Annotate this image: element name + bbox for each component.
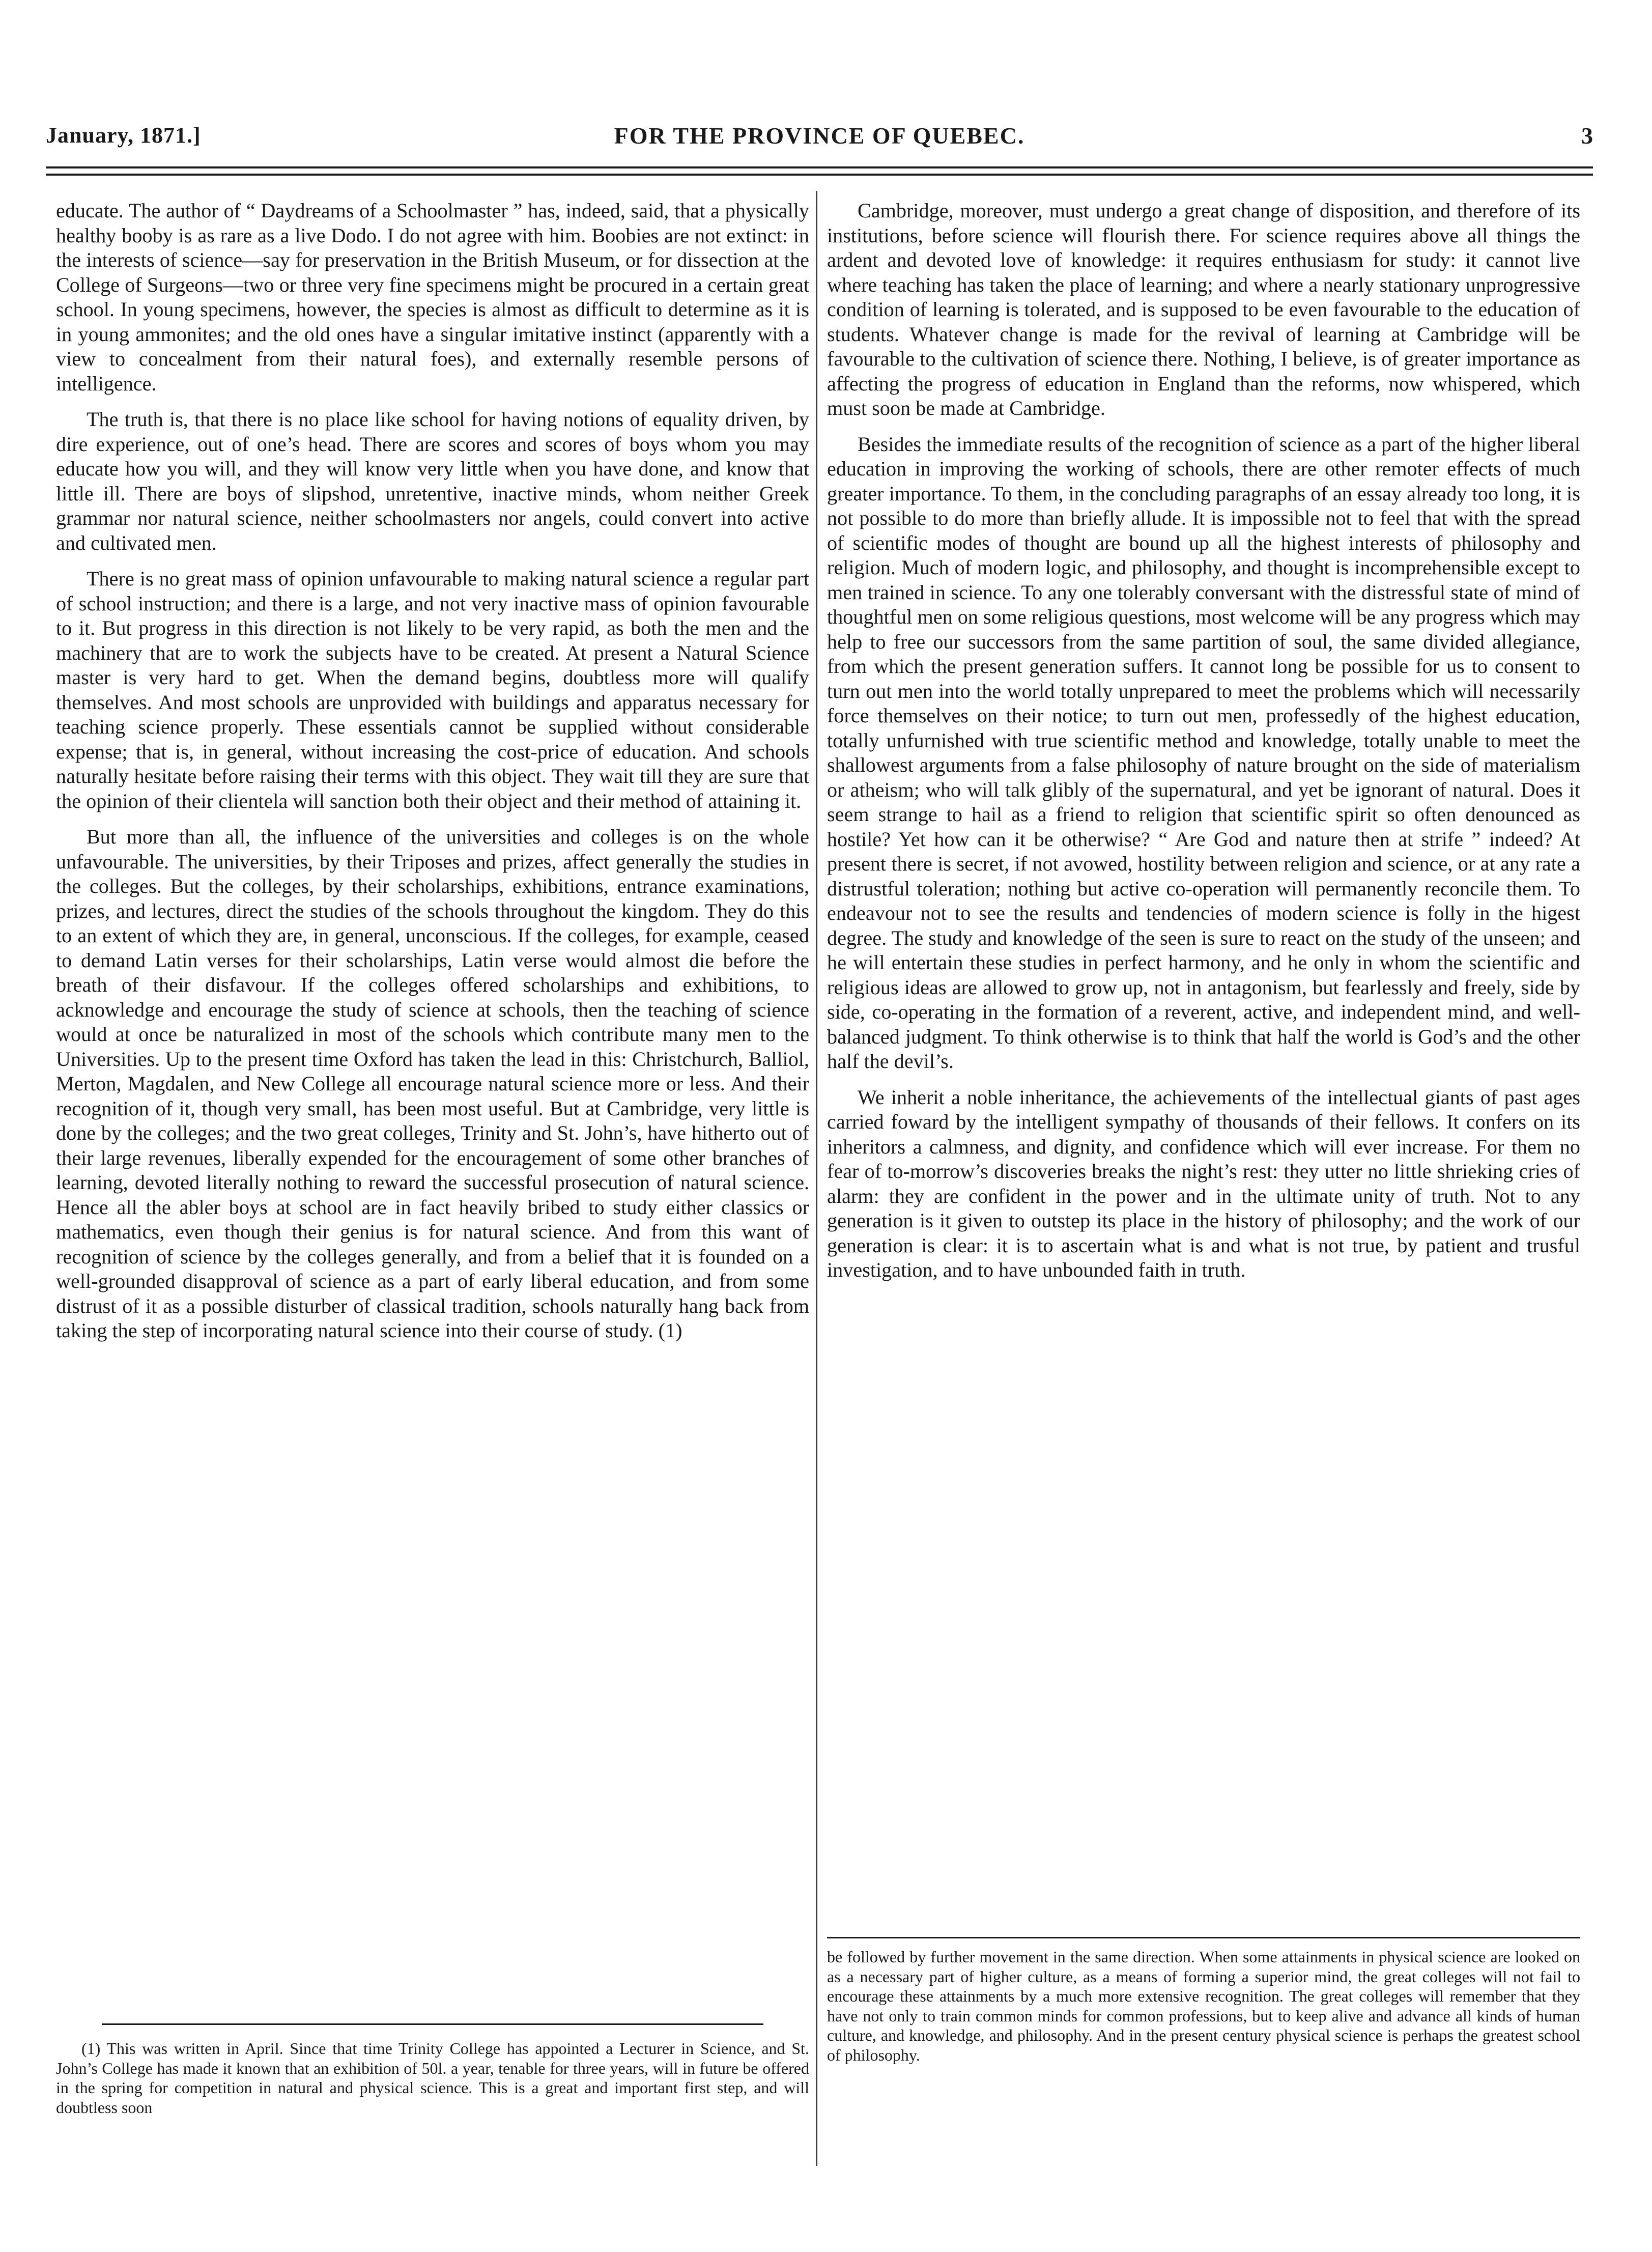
paragraph: The truth is, that there is no place like school for having notions of equality driven, by dire experience, out of one’s head. There are scores and scores of boys whom you may educate how you will, and they will know very little when you have done, and know that little ill. There are boys of slipshod, unretentive, inactive minds, whom neither Greek grammar nor natural science, neither schoolmasters nor angels, could convert into active and cultivated men. bbox=[56, 408, 809, 554]
footnote-text: (1) This was written in April. Since that time Trinity College has appointed a Lecturer in Science, and St. John’s College has made it known that an exhibition of 50l. a year, tenable for three years, will in future be offered in the spring for competition in natural and physical science. This is a great and important first step, and will doubtless soon bbox=[56, 2039, 809, 2117]
paragraph: We inherit a noble inheritance, the achievements of the intellectual giants of past ages carried foward by the intelligent sympathy of thousands of their fellows. It confers on its inheritors a calmness, and dignity, and confidence which will ever increase. For them no fear of to-morrow’s discoveries breaks the night’s rest: they utter no little shrieking cries of alarm: they are confident in the power and in the ultimate unity of truth. Not to any generation is it given to outstep its place in the history of philosophy; and the work of our generation is clear: it is to ascertain what is and what is not true, by patient and trusful investigation, and to have unbounded faith in truth. bbox=[827, 1085, 1580, 1281]
paragraph: educate. The author of “ Daydreams of a Schoolmaster ” has, indeed, said, that a physically healthy booby is as rare as a live Dodo. I do not agree with him. Boobies are not extinct: in the interests of science—say for preservation in the British Museum, or for dissection at the College of Surgeons—two or three very fine specimens might be procured in a certain great school. In young specimens, however, the species is almost as difficult to determine as it is in young ammonites; and the old ones have a singular imitative instinct (apparently with a view to concealment from their natural foes), and externally resemble persons of intelligence. bbox=[56, 199, 809, 395]
running-header bbox=[46, 122, 1593, 158]
page-number: 3 bbox=[1581, 123, 1593, 149]
header-rule-top bbox=[46, 166, 1593, 168]
column-divider bbox=[816, 191, 817, 2166]
paragraph: Besides the immediate results of the recognition of science as a part of the higher liberal education in improving the working of schools, there are other remoter effects of much greater importance. To them, in the concluding paragraphs of an essay already too long, it is not possible to do more than briefly allude. It is impossible not to feel that with the spread of scientific modes of thought are bound up all the highest interests of philosophy and religion. Much of modern logic, and philosophy, and thought is incomprehensible except to men trained in science. To any one tolerably conversant with the distressful state of mind of thoughtful men on some religious questions, most welcome will be any progress which may help to free our successors from the same partition of soul, the same divided allegiance, from which the present generation suffers. It cannot long be possible for us to consent to turn out men into the world totally unprepared to meet the problems which will necessarily force themselves on their notice; to turn out men, professedly of the highest education, totally unfurnished with true scientific method and knowledge, totally unable to meet the shallowest arguments from a false philosophy of nature brought on the side of materialism or atheism; who will talk glibly of the supernatural, and yet be ignorant of natural. Does it seem strange to hail as a friend to religion that scientific spirit so often denounced as hostile? Yet how can it be otherwise? “ Are God and nature then at strife ” indeed? At present there is secret, if not avowed, hostility between religion and science, or at any rate a distrustful toleration; nothing but active co-operation will permanently reconcile them. To endeavour not to see the results and tendencies of modern science is folly in the higest degree. The study and knowledge of the seen is sure to react on the study of the unseen; and he will entertain these studies in perfect harmony, and he only in whom the scientific and religious ideas are allowed to grow up, not in antagonism, but fearlessly and freely, side by side, co-operating in the formation of a reverent, active, and independent mind, and well-balanced judgment. To think otherwise is to think that half the world is God’s and the other half the devil’s. bbox=[827, 432, 1581, 1073]
right-column bbox=[827, 199, 1580, 1294]
footnote-rule-right bbox=[827, 1937, 1580, 1938]
issue-date: January, 1871.] bbox=[46, 123, 201, 148]
journal-title: FOR THE PROVINCE OF QUEBEC. bbox=[614, 123, 1025, 149]
footnote-right bbox=[827, 1947, 1580, 2065]
left-column bbox=[56, 199, 809, 1355]
paragraph: But more than all, the influence of the universities and colleges is on the whole unfavourable. The universities, by their Triposes and prizes, affect generally the studies in the colleges. But the colleges, by their scholarships, exhibitions, entrance examinations, prizes, and lectures, direct the studies of the schools throughout the kingdom. They do this to an extent of which they are, in general, unconscious. If the colleges, for example, ceased to demand Latin verses for their scholarships, Latin verse would almost die before the breath of their disfavour. If the colleges offered scholarships and exhibitions, to acknowledge and encourage the study of science at schools, then the teaching of science would at once be naturalized in most of the schools which contribute many men to the Universities. Up to the present time Oxford has taken the lead in this: Christchurch, Balliol, Merton, Magdalen, and New College all encourage natural science more or less. And their recognition of it, though very small, has been most useful. But at Cambridge, very little is done by the colleges; and the two great colleges, Trinity and St. John’s, have hitherto out of their large revenues, liberally expended for the encouragement of some other branches of learning, devoted literally nothing to reward the successful prosecution of natural science. Hence all the abler boys at school are in fact heavily bribed to study either classics or mathematics, even though their genius is for natural science. And from this want of recognition of science by the colleges generally, and from a belief that it is founded on a well-grounded disapproval of science as a part of early liberal education, and from some distrust of it as a possible disturber of classical tradition, schools naturally hang back from taking the step of incorporating natural science into their course of study. (1) bbox=[56, 825, 809, 1342]
header-rule-bottom bbox=[46, 174, 1593, 176]
footnote-text: be followed by further movement in the same direction. When some attainments in physical science are looked on as a necessary part of higher culture, as a means of forming a superior mind, the great colleges will not fail to encourage these attainments by a much more extensive recognition. The great colleges will remember that they have not only to train common minds for common professions, but to keep alive and advance all kinds of human culture, and knowledge, and philosophy. And in the present century physical science is perhaps the greatest school of philosophy. bbox=[827, 1948, 1580, 2064]
paragraph: There is no great mass of opinion unfavourable to making natural science a regular part of school instruction; and there is a large, and not very inactive mass of opinion favourable to it. But progress in this direction is not likely to be very rapid, as both the men and the machinery that are to work the subjects have to be created. At present a Natural Science master is very hard to get. When the demand begins, doubtless more will qualify themselves. And most schools are unprovided with buildings and apparatus necessary for teaching science properly. These essentials cannot be supplied without considerable expense; that is, in general, without increasing the cost-price of education. And schools naturally hesitate before raising their terms with this object. They wait till they are sure that the opinion of their clientela will sanction both their object and their method of attaining it. bbox=[56, 567, 809, 812]
paragraph: Cambridge, moreover, must undergo a great change of disposition, and therefore of its institutions, before science will flourish there. For science requires above all things the ardent and devoted love of knowledge: it requires enthusiasm for study: it cannot live where teaching has taken the place of learning; and where a nearly stationary unprogressive condition of learning is tolerated, and is supposed to be even favourable to the education of students. Whatever change is made for the revival of learning at Cambridge will be favourable to the cultivation of science there. Nothing, I believe, is of greater importance as affecting the progress of education in England than the reforms, now whispered, which must soon be made at Cambridge. bbox=[827, 199, 1580, 419]
footnote-left bbox=[56, 2039, 809, 2117]
footnote-rule-left bbox=[102, 2023, 763, 2025]
